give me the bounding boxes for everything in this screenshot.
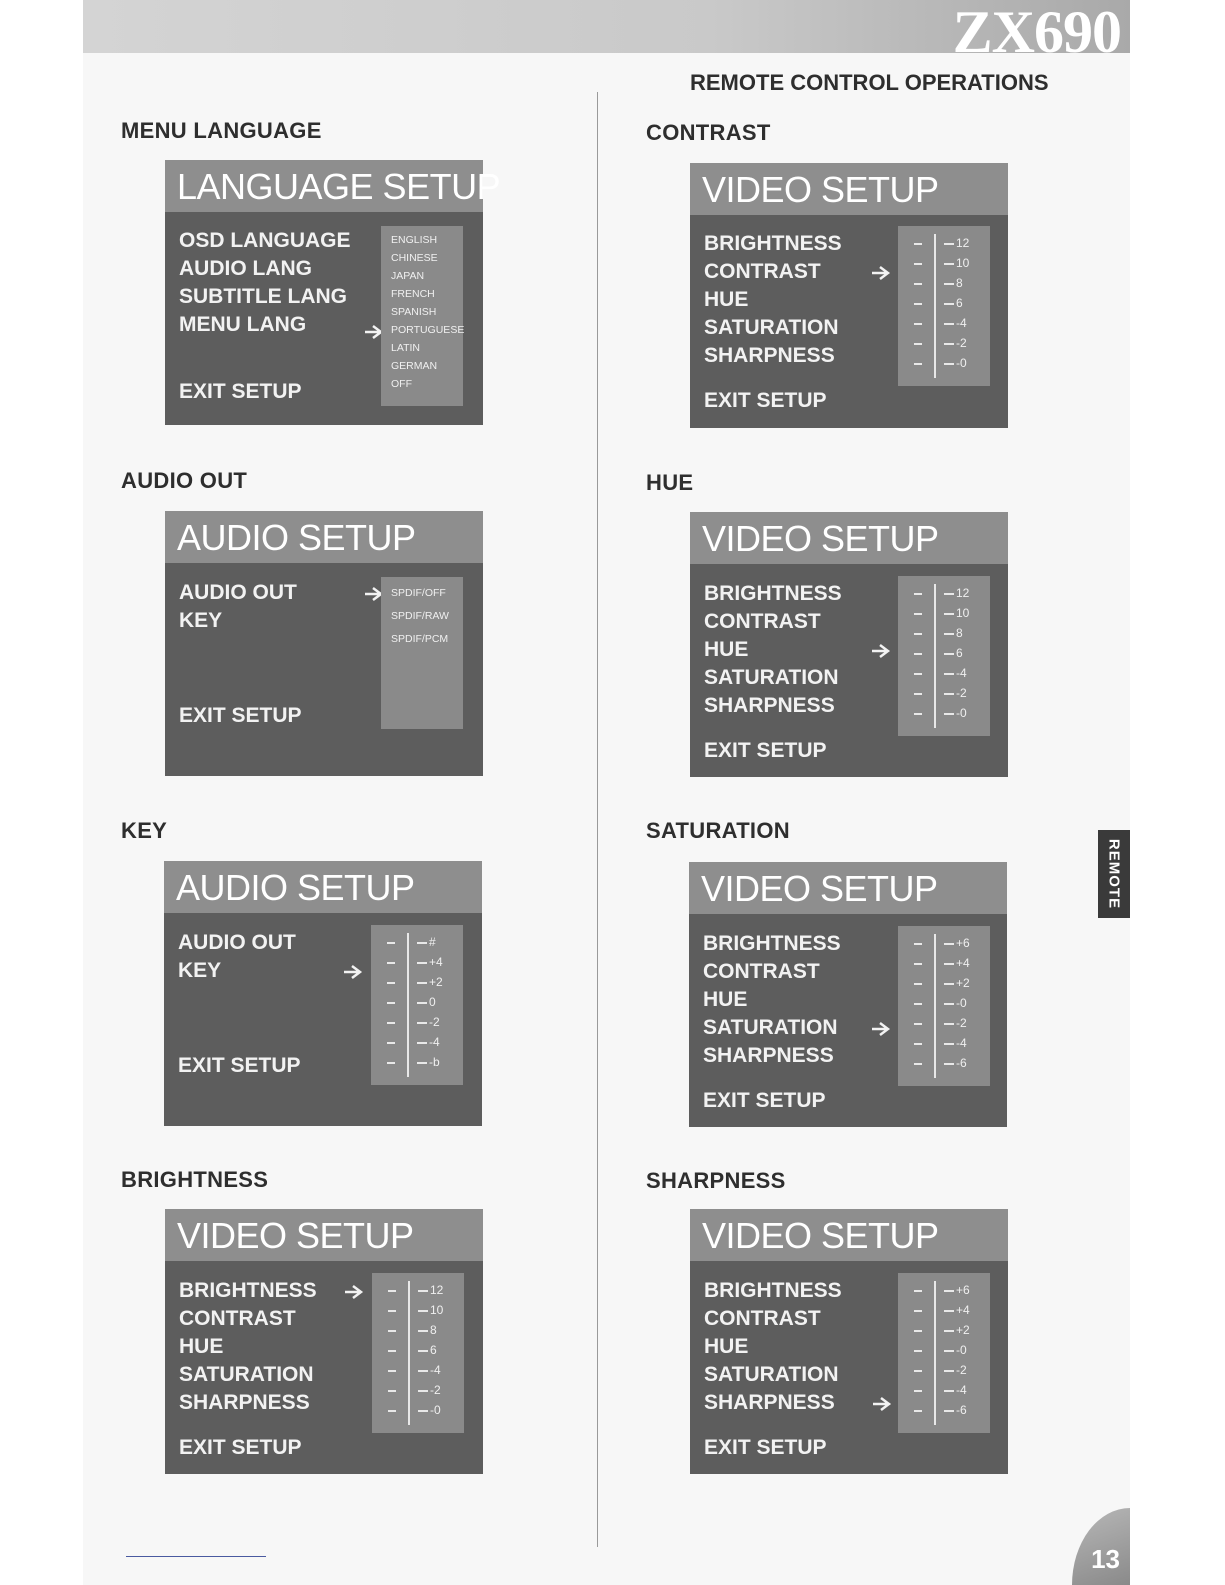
scale-tick: [387, 1002, 395, 1004]
osd-title: AUDIO SETUP: [177, 517, 416, 558]
scale-line: [934, 1281, 936, 1425]
osd-video-setup-brightness: [165, 1209, 483, 1474]
menu-item-hue: HUE: [703, 988, 748, 1011]
menu-item-brightness: BRIGHTNESS: [704, 582, 842, 605]
level-scale: [898, 926, 990, 1086]
option-spdif-raw: SPDIF/RAW: [391, 610, 449, 622]
menu-item-audio-lang: AUDIO LANG: [179, 257, 312, 280]
scale-tick: [914, 243, 922, 245]
level-label: 12: [944, 236, 969, 250]
level-label: -4: [944, 1383, 967, 1397]
menu-item-exit-setup: EXIT SETUP: [179, 1436, 302, 1459]
scale-tick: [914, 1023, 922, 1025]
scale-tick: [914, 633, 922, 635]
scale-line: [934, 934, 936, 1078]
menu-item-menu-lang: MENU LANG: [179, 313, 307, 336]
level-label: -4: [944, 1036, 967, 1050]
menu-item-saturation: SATURATION: [704, 1363, 839, 1386]
level-scale: [372, 1273, 464, 1433]
scale-line: [934, 234, 936, 378]
osd-title-bar: [690, 163, 1008, 215]
menu-item-brightness: BRIGHTNESS: [704, 232, 842, 255]
scale-tick: [914, 1330, 922, 1332]
level-label: +4: [944, 1303, 970, 1317]
scale-tick: [387, 942, 395, 944]
menu-item-saturation: SATURATION: [703, 1016, 838, 1039]
menu-item-exit-setup: EXIT SETUP: [704, 1436, 827, 1459]
section-heading-menu-language: MENU LANGUAGE: [121, 118, 322, 143]
level-label: -0: [944, 706, 967, 720]
osd-title: VIDEO SETUP: [702, 169, 939, 210]
menu-item-exit-setup: EXIT SETUP: [703, 1089, 826, 1112]
option-japan: JAPAN: [391, 270, 425, 282]
scale-tick: [388, 1370, 396, 1372]
level-label: 12: [418, 1283, 443, 1297]
scale-line: [408, 1281, 410, 1425]
option-latin: LATIN: [391, 342, 420, 354]
menu-item-brightness: BRIGHTNESS: [179, 1279, 317, 1302]
osd-title: AUDIO SETUP: [176, 867, 415, 908]
selection-arrow-icon: [872, 265, 892, 281]
menu-item-hue: HUE: [704, 638, 749, 661]
level-label: -0: [944, 996, 967, 1010]
selection-arrow-icon: [872, 643, 892, 659]
level-label: #: [417, 935, 436, 949]
scale-tick: [388, 1330, 396, 1332]
menu-item-exit-setup: EXIT SETUP: [179, 380, 302, 403]
menu-item-contrast: CONTRAST: [704, 1307, 821, 1330]
menu-item-exit-setup: EXIT SETUP: [178, 1054, 301, 1077]
section-heading-brightness: BRIGHTNESS: [121, 1167, 269, 1192]
option-german: GERMAN: [391, 360, 438, 372]
menu-item-osd-language: OSD LANGUAGE: [179, 229, 351, 252]
level-scale: [898, 1273, 990, 1433]
menu-item-sharpness: SHARPNESS: [704, 1391, 835, 1414]
level-label: -4: [417, 1035, 440, 1049]
option-off: OFF: [391, 378, 412, 390]
scale-tick: [914, 323, 922, 325]
audio-output-options-box: [381, 577, 463, 729]
scale-tick: [914, 593, 922, 595]
menu-item-exit-setup: EXIT SETUP: [179, 704, 302, 727]
level-label: -2: [417, 1015, 440, 1029]
level-label: -0: [944, 356, 967, 370]
section-heading-audio-out: AUDIO OUT: [121, 468, 248, 493]
scale-tick: [914, 983, 922, 985]
menu-item-saturation: SATURATION: [704, 666, 839, 689]
osd-title-bar: [689, 862, 1007, 914]
model-name: ZX690: [952, 0, 1121, 65]
osd-title-bar: [165, 511, 483, 563]
level-label: +4: [417, 955, 443, 969]
scale-tick: [914, 363, 922, 365]
scale-tick: [914, 1310, 922, 1312]
level-label: -2: [944, 686, 967, 700]
osd-title: VIDEO SETUP: [701, 868, 938, 909]
level-label: 12: [944, 586, 969, 600]
scale-tick: [388, 1310, 396, 1312]
scale-tick: [914, 1390, 922, 1392]
scale-tick: [914, 613, 922, 615]
osd-audio-setup-key: [164, 861, 482, 1126]
osd-title: LANGUAGE SETUP: [177, 166, 501, 207]
selection-arrow-icon: [345, 1284, 365, 1300]
level-label: 8: [418, 1323, 437, 1337]
level-label: -2: [944, 1363, 967, 1377]
scale-tick: [914, 263, 922, 265]
section-heading-saturation: SATURATION: [646, 818, 790, 843]
menu-item-sharpness: SHARPNESS: [703, 1044, 834, 1067]
level-scale: [898, 576, 990, 736]
scale-tick: [388, 1390, 396, 1392]
page-number: 13: [1091, 1544, 1120, 1574]
osd-title-bar: [690, 1209, 1008, 1261]
option-spdif-off: SPDIF/OFF: [391, 587, 446, 599]
osd-video-setup-sharpness: [690, 1209, 1008, 1474]
level-scale: [898, 226, 990, 386]
scale-tick: [914, 1290, 922, 1292]
menu-item-hue: HUE: [704, 288, 749, 311]
level-label: -0: [418, 1403, 441, 1417]
page-title: REMOTE CONTROL OPERATIONS: [690, 70, 1049, 95]
menu-item-subtitle-lang: SUBTITLE LANG: [179, 285, 347, 308]
option-chinese: CHINESE: [391, 252, 438, 264]
option-portuguese: PORTUGUESE: [391, 324, 465, 336]
level-label: -4: [944, 666, 967, 680]
level-label: -4: [944, 316, 967, 330]
level-label: -0: [944, 1343, 967, 1357]
option-english: ENGLISH: [391, 234, 438, 246]
scale-tick: [914, 653, 922, 655]
scale-tick: [914, 343, 922, 345]
option-spdif-pcm: SPDIF/PCM: [391, 633, 449, 645]
level-label: -2: [944, 1016, 967, 1030]
level-scale: [371, 925, 463, 1085]
level-label: 8: [944, 626, 963, 640]
level-label: -6: [944, 1056, 967, 1070]
level-label: 6: [944, 646, 963, 660]
language-options-box: [381, 226, 463, 406]
section-heading-key: KEY: [121, 818, 168, 843]
level-label: +2: [944, 976, 970, 990]
section-heading-contrast: CONTRAST: [646, 120, 771, 145]
level-label: 6: [944, 296, 963, 310]
scale-tick: [914, 1063, 922, 1065]
level-label: -b: [417, 1055, 440, 1069]
level-label: +4: [944, 956, 970, 970]
menu-item-sharpness: SHARPNESS: [704, 344, 835, 367]
remote-side-tab: [1098, 830, 1130, 918]
menu-item-saturation: SATURATION: [704, 316, 839, 339]
selection-arrow-icon: [873, 1396, 893, 1412]
osd-title-bar: [690, 512, 1008, 564]
scale-tick: [388, 1410, 396, 1412]
osd-title: VIDEO SETUP: [702, 518, 939, 559]
scale-tick: [388, 1350, 396, 1352]
scale-tick: [914, 1350, 922, 1352]
scale-tick: [387, 982, 395, 984]
scale-tick: [387, 962, 395, 964]
osd-title-bar: [164, 861, 482, 913]
scale-tick: [387, 1022, 395, 1024]
level-label: 10: [944, 606, 969, 620]
menu-item-audio-out: AUDIO OUT: [178, 931, 296, 954]
scale-tick: [914, 673, 922, 675]
scale-tick: [914, 1410, 922, 1412]
footer-line: [126, 1556, 266, 1557]
menu-item-contrast: CONTRAST: [179, 1307, 296, 1330]
scale-line: [934, 584, 936, 728]
level-label: -4: [418, 1363, 441, 1377]
menu-item-sharpness: SHARPNESS: [704, 694, 835, 717]
scale-line: [407, 933, 409, 1077]
scale-tick: [914, 963, 922, 965]
menu-item-hue: HUE: [704, 1335, 749, 1358]
osd-video-setup-saturation: [689, 862, 1007, 1127]
osd-title: VIDEO SETUP: [177, 1215, 414, 1256]
selection-arrow-icon: [344, 964, 364, 980]
menu-item-key: KEY: [179, 609, 223, 632]
level-label: 0: [417, 995, 436, 1009]
level-label: -2: [418, 1383, 441, 1397]
level-label: 10: [418, 1303, 443, 1317]
osd-audio-setup-audio-out: [165, 511, 483, 776]
osd-video-setup-hue: [690, 512, 1008, 777]
menu-item-exit-setup: EXIT SETUP: [704, 739, 827, 762]
osd-language-setup: [165, 160, 501, 425]
section-heading-hue: HUE: [646, 470, 694, 495]
level-label: +6: [944, 936, 970, 950]
scale-tick: [914, 713, 922, 715]
scale-tick: [914, 943, 922, 945]
menu-item-sharpness: SHARPNESS: [179, 1391, 310, 1414]
menu-item-key: KEY: [178, 959, 222, 982]
level-label: -6: [944, 1403, 967, 1417]
menu-item-audio-out: AUDIO OUT: [179, 581, 297, 604]
section-heading-sharpness: SHARPNESS: [646, 1168, 786, 1193]
menu-item-contrast: CONTRAST: [704, 260, 821, 283]
option-french: FRENCH: [391, 288, 435, 300]
menu-item-contrast: CONTRAST: [703, 960, 820, 983]
scale-tick: [387, 1042, 395, 1044]
level-label: 6: [418, 1343, 437, 1357]
side-tab-label: REMOTE: [1105, 838, 1123, 910]
scale-tick: [914, 303, 922, 305]
level-label: +2: [417, 975, 443, 989]
level-label: -2: [944, 336, 967, 350]
level-label: 10: [944, 256, 969, 270]
scale-tick: [914, 1043, 922, 1045]
osd-title-bar: [165, 160, 501, 212]
osd-title-bar: [165, 1209, 483, 1261]
scale-tick: [914, 693, 922, 695]
selection-arrow-icon: [872, 1021, 892, 1037]
menu-item-contrast: CONTRAST: [704, 610, 821, 633]
menu-item-brightness: BRIGHTNESS: [704, 1279, 842, 1302]
column-divider: [597, 92, 598, 1547]
osd-title: VIDEO SETUP: [702, 1215, 939, 1256]
scale-tick: [914, 283, 922, 285]
scale-tick: [388, 1290, 396, 1292]
level-label: +6: [944, 1283, 970, 1297]
level-label: +2: [944, 1323, 970, 1337]
osd-video-setup-contrast: [690, 163, 1008, 428]
scale-tick: [914, 1370, 922, 1372]
level-label: 8: [944, 276, 963, 290]
menu-item-brightness: BRIGHTNESS: [703, 932, 841, 955]
menu-item-hue: HUE: [179, 1335, 224, 1358]
scale-tick: [387, 1062, 395, 1064]
menu-item-exit-setup: EXIT SETUP: [704, 389, 827, 412]
option-spanish: SPANISH: [391, 306, 437, 318]
menu-item-saturation: SATURATION: [179, 1363, 314, 1386]
scale-tick: [914, 1003, 922, 1005]
